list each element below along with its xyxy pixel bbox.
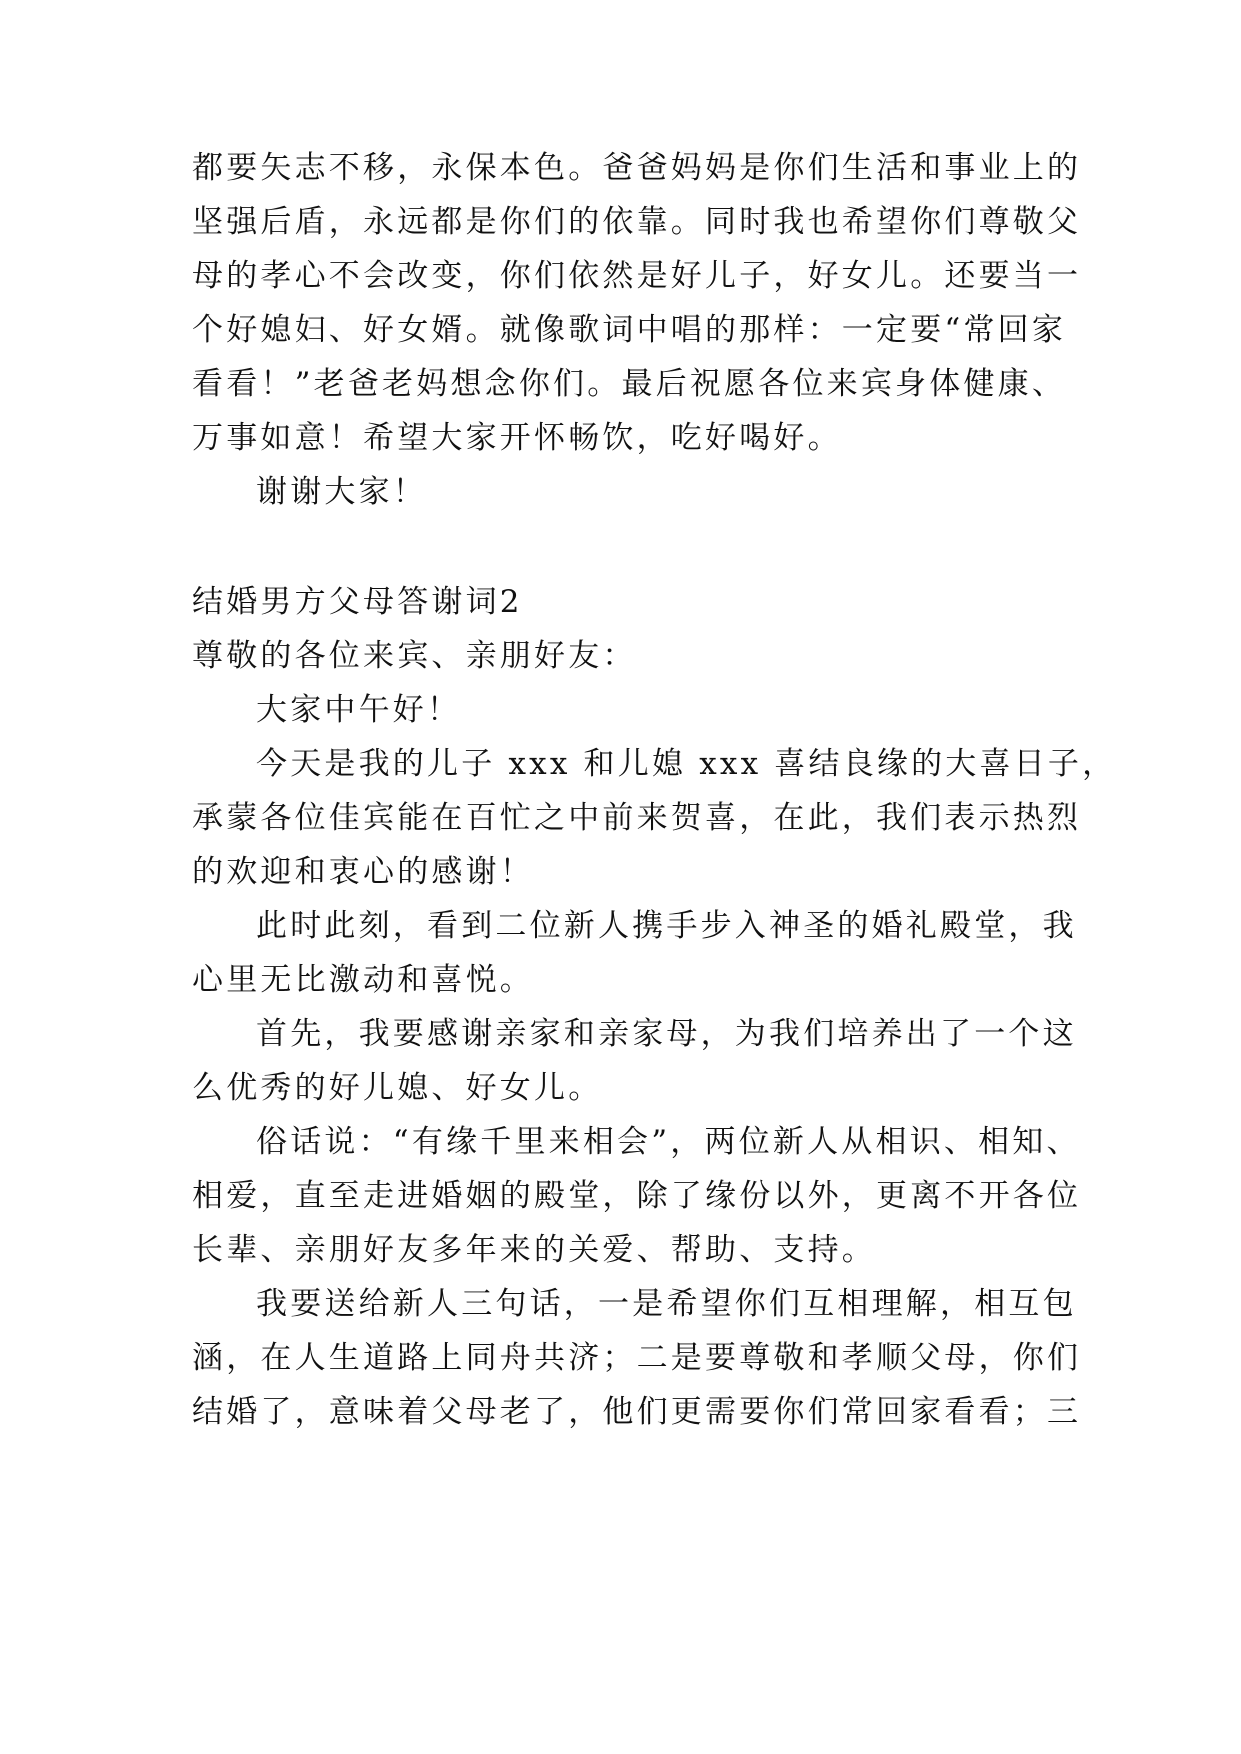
paragraph-line: 长辈、亲朋好友多年来的关爱、帮助、支持。 — [192, 1232, 876, 1268]
paragraph-line: 我要送给新人三句话，一是希望你们互相理解，相互包 — [256, 1286, 1077, 1322]
greeting: 大家中午好！ — [256, 692, 462, 728]
paragraph-line: 此时此刻，看到二位新人携手步入神圣的婚礼殿堂，我 — [256, 908, 1077, 944]
paragraph-line: 承蒙各位佳宾能在百忙之中前来贺喜，在此，我们表示热烈 — [192, 800, 1082, 836]
paragraph-line: 相爱，直至走进婚姻的殿堂，除了缘份以外，更离不开各位 — [192, 1178, 1082, 1214]
section-title: 结婚男方父母答谢词2 — [192, 584, 523, 620]
text-line: 看看！”老爸老妈想念你们。最后祝愿各位来宾身体健康、 — [192, 366, 1067, 402]
closing-thanks: 谢谢大家！ — [256, 474, 427, 510]
paragraph-line: 涵，在人生道路上同舟共济；二是要尊敬和孝顺父母，你们 — [192, 1340, 1082, 1376]
text-line: 都要矢志不移，永保本色。爸爸妈妈是你们生活和事业上的 — [192, 150, 1082, 186]
paragraph-line: 今天是我的儿子 xxx 和儿媳 xxx 喜结良缘的大喜日子， — [256, 746, 1117, 782]
paragraph-line: 心里无比激动和喜悦。 — [192, 962, 534, 998]
text-line: 个好媳妇、好女婿。就像歌词中唱的那样：一定要“常回家 — [192, 312, 1067, 348]
text-line: 坚强后盾，永远都是你们的依靠。同时我也希望你们尊敬父 — [192, 204, 1082, 240]
salutation: 尊敬的各位来宾、亲朋好友： — [192, 638, 637, 674]
paragraph-line: 俗话说：“有缘千里来相会”，两位新人从相识、相知、 — [256, 1124, 1081, 1160]
text-line: 万事如意！希望大家开怀畅饮，吃好喝好。 — [192, 420, 842, 456]
text-line: 母的孝心不会改变，你们依然是好儿子，好女儿。还要当一 — [192, 258, 1082, 294]
paragraph-line: 么优秀的好儿媳、好女儿。 — [192, 1070, 603, 1106]
paragraph-line: 的欢迎和衷心的感谢！ — [192, 854, 534, 890]
paragraph-line: 首先，我要感谢亲家和亲家母，为我们培养出了一个这 — [256, 1016, 1077, 1052]
paragraph-line: 结婚了，意味着父母老了，他们更需要你们常回家看看；三 — [192, 1394, 1082, 1430]
